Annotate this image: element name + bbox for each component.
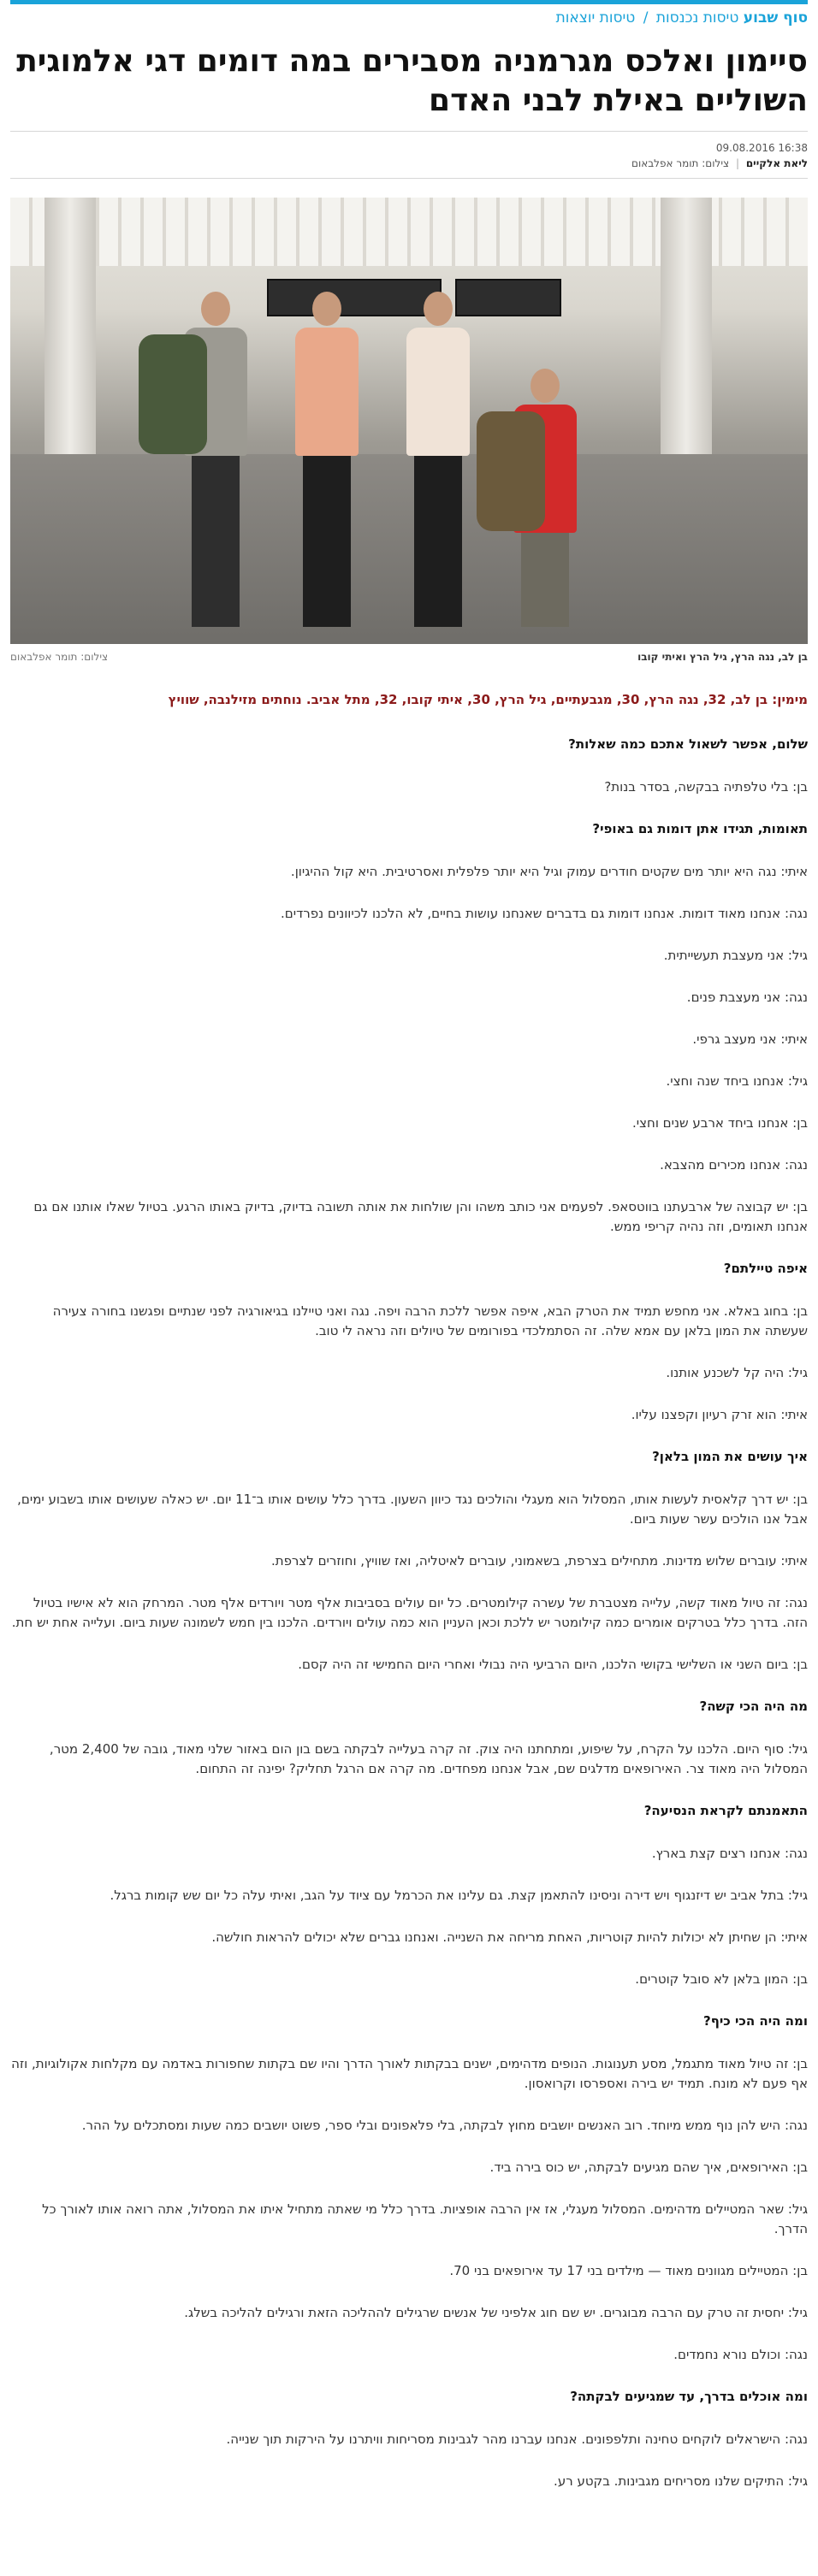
interview-answer: איתי: הוא זרק רעיון וקפצנו עליו. [631, 1407, 808, 1422]
article-photo[interactable] [10, 198, 808, 644]
interview-answer: נגה: וכולם נורא נחמדים. [673, 2347, 808, 2362]
interview-answer: גיל: היה קל לשכנע אותנו. [666, 1365, 808, 1380]
photo-caption-row [10, 649, 808, 665]
interview-answer: גיל: סוף היום. הלכנו על הקרח, על שיפוע, ומתחתנו היה צוק. זה קרה בעלייה לבקתה בשם בון הום באזור שלני מאוד, גובה של 2,400 מטר, המסלול היה מאוד צר. האירופאים מדלגים שם, אבל אנחנו מפחדים. מה קרה אם הרגל תחליק? יפינה זה התחום. [49, 1741, 808, 1776]
interview-answer: בן: אנחנו ביחד ארבע שנים וחצי. [632, 1115, 808, 1131]
interview-answer: איתי: נגה היא יותר מים שקטים חודרים עמוק וגיל היא יותר פלפלית ואסרטיבית. היא קול ההיגיון. [290, 864, 808, 879]
author-link[interactable]: ליאת אלקיים [745, 157, 808, 169]
interview-answer: בן: ביום השני או השלישי בקושי הלכנו, היום הרביעי היה נבולי ואחרי היום החמישי זה היה קסם. [298, 1657, 808, 1672]
photo-person [276, 292, 378, 627]
interview-question: התאמנתם לקראת הנסיעה? [643, 1803, 808, 1818]
photo-legs [521, 533, 569, 627]
photo-backpack [477, 411, 545, 531]
interview-answer: בן: יש דרך קלאסית לעשות אותו, המסלול הוא מעגלי והולכים נגד כיוון השעון. בדרך כלל עושים אותו ב־11 יום. יש כאלה שעושים אותו בשבוע ימים, אבל אנו הולכים עשר שעות ביום. [17, 1492, 808, 1527]
breadcrumb-separator: / [643, 9, 649, 27]
interview-answer: בן: המטיילים מגוונים מאוד — מילדים בני 17 עד אירופאים בני 70. [449, 2263, 808, 2278]
photo-legs [414, 456, 462, 627]
divider [10, 178, 808, 179]
breadcrumb-subsection-link[interactable]: טיסות יוצאות [555, 9, 636, 27]
interview-answer: נגה: אני מעצבת פנים. [686, 990, 808, 1005]
photo-caption: בן לב, נגה הרץ, גיל הרץ ואיתי קובו [637, 651, 808, 663]
photo-head [201, 292, 230, 326]
interview-answer: גיל: אני מעצבת תעשייתית. [663, 948, 808, 963]
interview-answer: נגה: אנחנו מאוד דומות. אנחנו דומות גם בדברים שאנחנו עושות בחיים, לא הלכנו לכיוונים נפרדים. [281, 906, 808, 921]
interview-answer: נגה: אנחנו מכירים מהצבא. [660, 1157, 808, 1173]
photo-person [160, 292, 271, 627]
breadcrumb-subsection-link[interactable]: טיסות נכנסות [655, 9, 739, 27]
divider [10, 131, 808, 132]
photo-credit: צילום: תומר אפלבאום [10, 651, 109, 663]
meta-separator: | [735, 157, 739, 169]
interview-answer: בן: בחוג באלא. אני מחפש תמיד את הטרק הבא, איפה אפשר ללכת הרבה ויפה. נגה ואני טיילנו בגיאורגיה לפני שנתיים ופגשנו בחורה צעירה שעשתה את המון בלאן עם אמא שלה. זה הסתמלכדי בפורומים של טיולים וזה נראה לי טוב. [52, 1303, 808, 1338]
breadcrumb [10, 0, 808, 38]
interview-answer: נגה: אנחנו רצים קצת בארץ. [651, 1846, 808, 1861]
photo-torso [406, 328, 470, 456]
interview-question: שלום, אפשר לשאול אתכם כמה שאלות? [568, 736, 808, 752]
interview-answer: נגה: זה טיול מאוד קשה, עלייה מצטברת של עשרה קילומטרים. כל יום עולים בסביבות אלף מטר ויורדים אלף מטר. המרחק הוא לא אישיו בטיול הזה. בדרך כלל בטרקים אומרים כמה קילומטר יש ללכת וכאן העניין הוא כמה עולים ויורדים. הלכנו בין חמש לשמונה שעות ביום. ועלייה אחת יש חת. [11, 1595, 808, 1630]
photo-torso [295, 328, 359, 456]
photo-legs [192, 456, 240, 627]
interview-answer: גיל: אנחנו ביחד שנה וחצי. [666, 1073, 808, 1089]
interview-answer: איתי: אני מעצב גרפי. [692, 1031, 808, 1047]
interview-question: איך עושים את המון בלאן? [652, 1449, 808, 1464]
interview-answer: גיל: שאר המטיילים מדהימים. המסלול מעגלי, אז אין הרבה אופציות. בדרך כלל מי שאתה מתחיל איתו את המסלול, אתה רואה אותו לאורך כל הדרך. [42, 2201, 808, 2236]
interview-answer: נגה: היש להן נוף ממש מיוחד. רוב האנשים יושבים מחוץ לבקתה, בלי פלאפונים ובלי ספר, פשוט יושבים כמה שעות ומסתכלים על ההר. [81, 2118, 808, 2133]
interview-question: איפה טיילתם? [723, 1261, 808, 1276]
interview-question: ומה אוכלים בדרך, עד שמגיעים לבקתה? [570, 2389, 808, 2404]
interview-question: ומה היה הכי כיף? [703, 2013, 808, 2029]
article-meta [10, 140, 808, 171]
interview-answer: גיל: בתל אביב יש דיזנגוף ויש דירה וניסינו להתאמן קצת. גם עלינו את הכרמל עם ציוד על הגב, ואיתי עלה כל יום שש קומות ברגל. [110, 1888, 808, 1903]
photo-credit-meta: צילום: תומר אפלבאום [631, 157, 730, 169]
photo-legs [303, 456, 351, 627]
article-intro: מימין: בן לב, 32, נגה הרץ, 30, מגבעתיים, גיל הרץ, 30, איתי קובו, 32, מתל אביב. נוחתים מזילנבה, שוויץ [168, 692, 808, 707]
article-title: סיימון ואלכס מגרמניה מסבירים במה דומים דגי אלמוגית השוליים באילת לבני האדם [16, 44, 808, 118]
interview-answer: גיל: יחסית זה טרק עם הרבה מבוגרים. יש שם חוג אלפיני של אנשים שרגילים לההליכה הזאת ורגילים להליכה בשלג. [184, 2305, 808, 2320]
interview-answer: בן: האירופאים, איך שהם מגיעים לבקתה, יש כוס בירה ביד. [489, 2159, 808, 2175]
photo-head [424, 292, 453, 326]
interview-answer: איתי: הן שחיתן לא יכולות להיות קוטריות, האחת מריחה את השנייה. ואנחנו גברים שלא יכולים להראות חולשה. [211, 1929, 808, 1945]
interview-answer: בן: יש קבוצה של ארבעתנו בווטסאפ. לפעמים אני כותב משהו והן שולחות את אותה תשובה בדיוק, בדיוק באותו הרגע. בטיול שאלו אותנו אם גם אנחנו תאומים, וזה נהיה קריפי ממש. [33, 1199, 808, 1234]
photo-backpack [139, 334, 207, 454]
interview-answer: בן: המון בלאן לא סובל קוטרים. [635, 1971, 808, 1987]
photo-person [489, 369, 601, 627]
photo-head [531, 369, 560, 403]
photo-head [312, 292, 341, 326]
interview-answer: איתי: עוברים שלוש מדינות. מתחילים בצרפת, בשאמוני, עוברים לאיטליה, ואז שוויץ, וחוזרים לצרפת. [270, 1553, 808, 1569]
interview-answer: בן: זה טיול מאוד מתגמל, מסע תענוגות. הנופים מדהימים, ישנים בבקתות לאורך הדרך והיו שם בקתות שחפורות באדמה עם מקלחות אקולוגיות, וזה אף פעם לא מונח. תמיד יש בירה ואספרסו וקרואסון. [11, 2056, 808, 2091]
interview-answer: בן: בלי טלפתיה בבקשה, בסדר בנות? [604, 779, 808, 795]
interview-question: מה היה הכי קשה? [699, 1699, 808, 1714]
article-page [10, 0, 808, 2491]
interview-answer: נגה: הישראלים לוקחים טחינה ותלפפונים. אנחנו עברנו מהר לגבינות מסריחות וויתרנו על הירקות תוך שנייה. [226, 2431, 808, 2447]
photo-person [387, 292, 489, 627]
publish-date: 09.08.2016 16:38 [715, 142, 808, 154]
interview-answer: גיל: התיקים שלנו מסריחים מגבינות. בקטע רע. [554, 2473, 808, 2489]
article-body [10, 735, 808, 2491]
breadcrumb-section-link[interactable]: סוף שבוע [743, 9, 808, 27]
interview-question: תאומות, תגידו אתן דומות גם באופי? [592, 821, 808, 836]
